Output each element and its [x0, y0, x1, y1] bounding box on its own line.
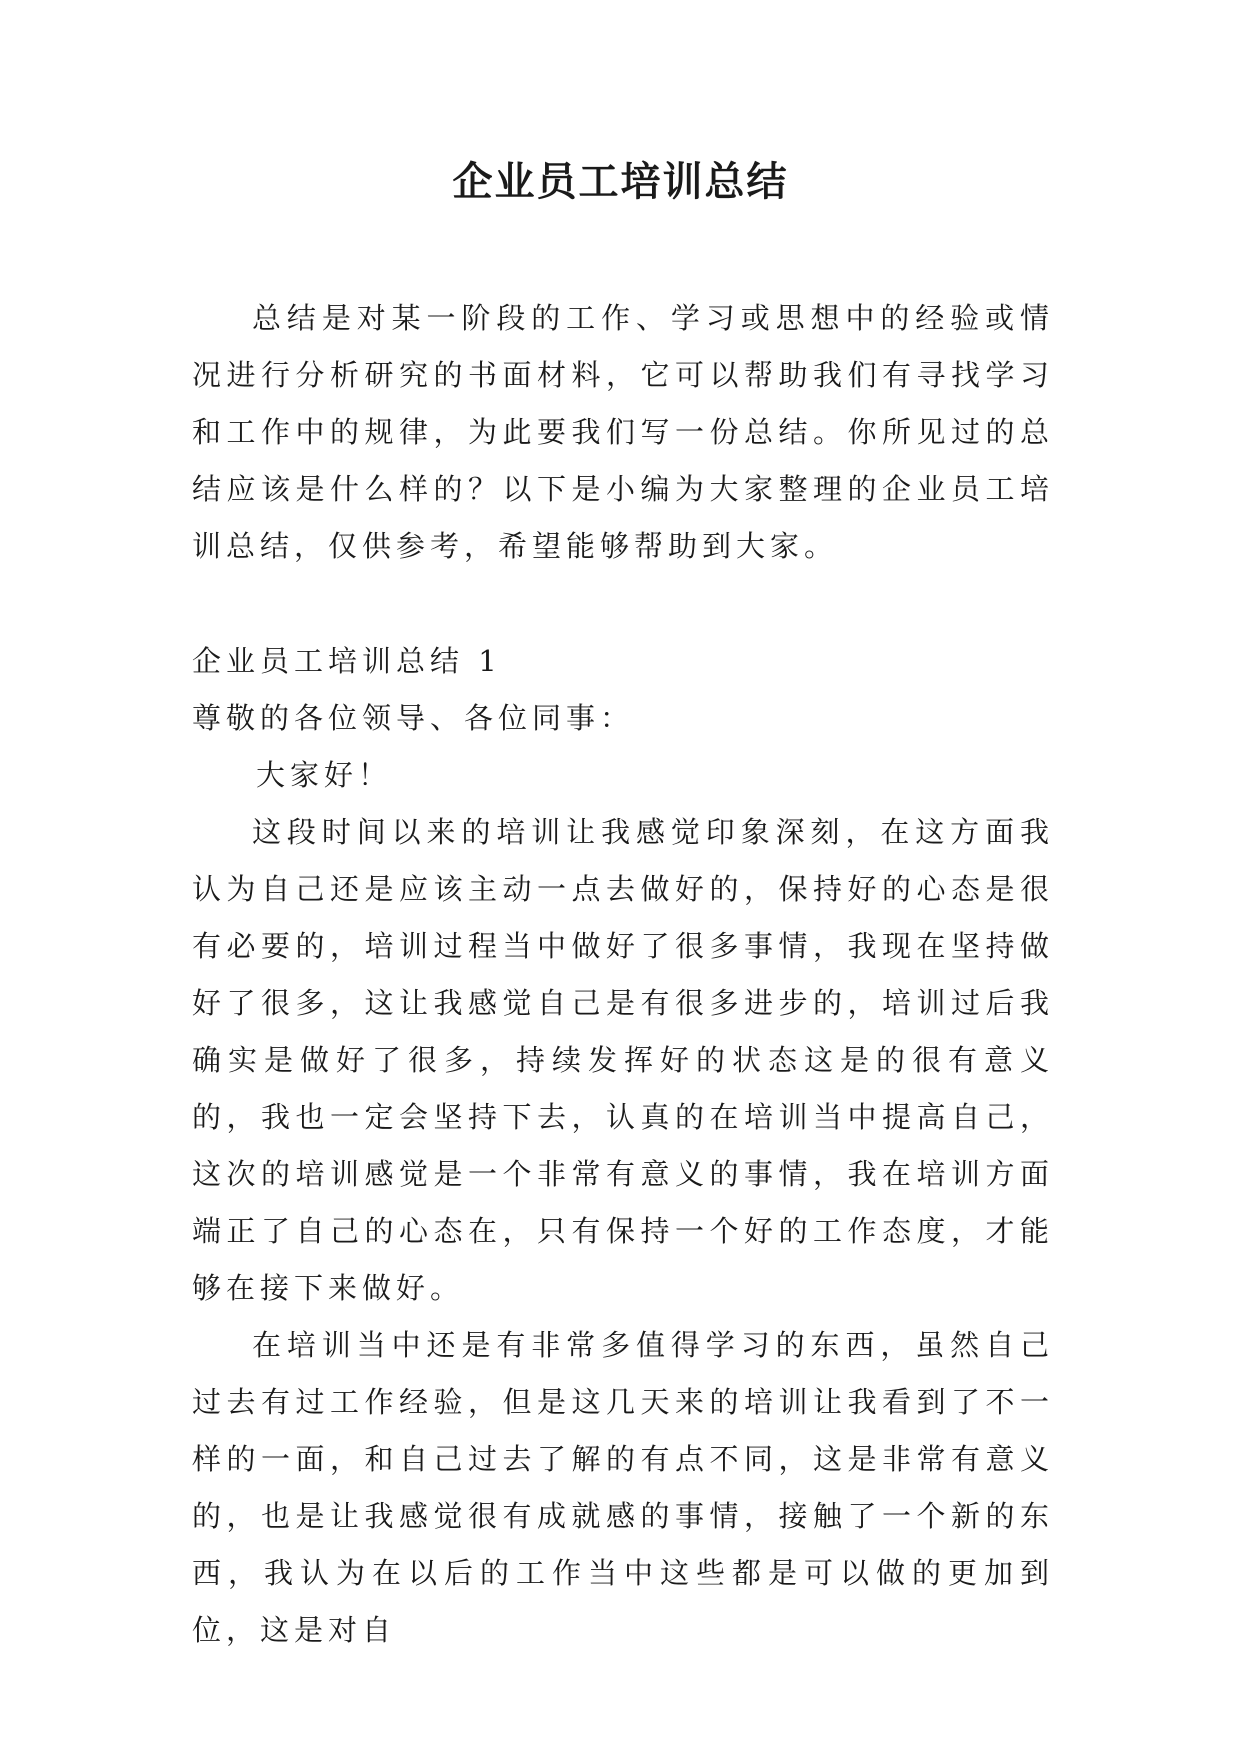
intro-paragraph: 总结是对某一阶段的工作、学习或思想中的经验或情况进行分析研究的书面材料，它可以帮助我们有寻找学习和工作中的规律，为此要我们写一份总结。你所见过的总结应该是什么样的？以下是小编为大家整理的企业员工培训总结，仅供参考，希望能够帮助到大家。	[192, 301, 1054, 563]
document-body	[192, 290, 1054, 1659]
salutation: 尊敬的各位领导、各位同事：	[192, 701, 635, 735]
body-paragraph-1: 这段时间以来的培训让我感觉印象深刻，在这方面我认为自己还是应该主动一点去做好的，保持好的心态是很有必要的，培训过程当中做好了很多事情，我现在坚持做好了很多，这让我感觉自己是有很多进步的，培训过后我确实是做好了很多，持续发挥好的状态这是的很有意义的，我也一定会坚持下去，认真的在培训当中提高自己，这次的培训感觉是一个非常有意义的事情，我在培训方面端正了自己的心态在，只有保持一个好的工作态度，才能够在接下来做好。	[192, 815, 1054, 1305]
body-paragraph-2: 在培训当中还是有非常多值得学习的东西，虽然自己过去有过工作经验，但是这几天来的培训让我看到了不一样的一面，和自己过去了解的有点不同，这是非常有意义的，也是让我感觉很有成就感的事情，接触了一个新的东西，我认为在以后的工作当中这些都是可以做的更加到位，这是对自	[192, 1328, 1054, 1647]
greeting: 大家好！	[256, 758, 393, 792]
section-heading: 企业员工培训总结 1	[192, 644, 502, 678]
spacer	[192, 575, 1054, 633]
document-title: 企业员工培训总结	[452, 158, 789, 205]
